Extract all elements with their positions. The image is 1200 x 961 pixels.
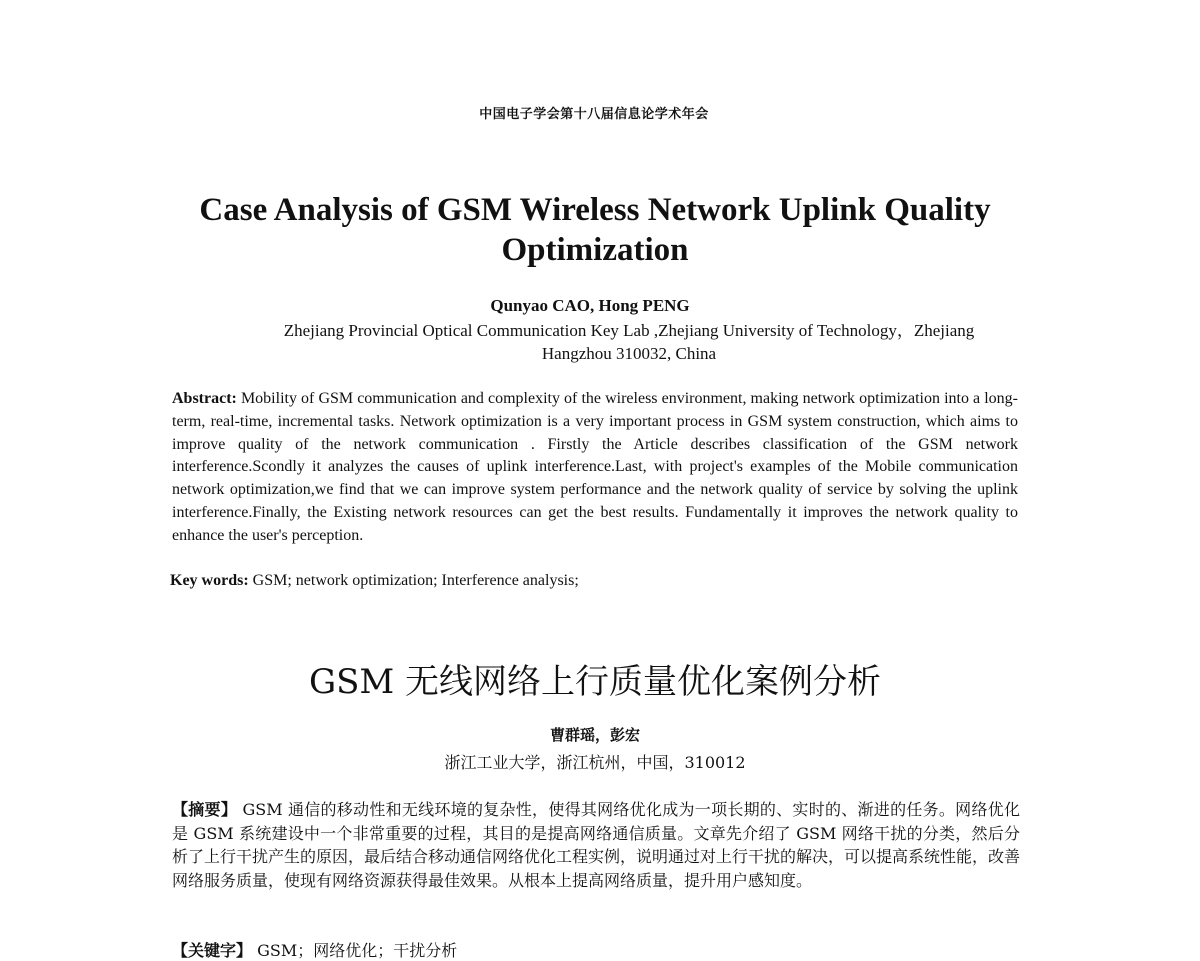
english-abstract-text: Mobility of GSM communication and complexity of the wireless environment, making network optimization into a long-term, real-time, incremental tasks. Network optimization is a very important process in GSM system construction, which aims to improve quality of the network communication . Firstly the Article describes classification of the GSM network interference.Scondly it analyzes the causes of uplink interference.Last, with project's examples of the Mobile communication network optimization,we find that we can improve system performance and the network quality of service by solving the uplink interference.Finally, the Existing network resources can get the best results. Fundamentally it improves the network quality to enhance the user's perception. [172, 390, 1018, 544]
chinese-authors: 曹群瑶，彭宏 [549, 726, 640, 744]
english-keywords-text: GSM; network optimization; Interference analysis; [252, 572, 579, 589]
english-authors: Qunyao CAO, Hong PENG [490, 296, 690, 315]
chinese-keywords-text: GSM；网络优化；干扰分析 [257, 941, 458, 960]
english-abstract-label: Abstract: [172, 390, 237, 407]
english-affiliation-line1: Zhejiang Provincial Optical Communication Key Lab ,Zhejiang University of Technology，Zhejiang [283, 321, 975, 340]
english-keywords-label: Key words: [170, 572, 249, 589]
english-abstract [172, 388, 1018, 548]
english-keywords [170, 572, 1016, 590]
chinese-keywords-label: 【关键字】 [172, 941, 253, 960]
chinese-title: GSM 无线网络上行质量优化案例分析 [308, 662, 882, 702]
english-affiliation-line2: Hangzhou 310032, China [541, 344, 717, 363]
chinese-abstract-text: GSM 通信的移动性和无线环境的复杂性，使得其网络优化成为一项长期的、实时的、渐进的任务。网络优化是 GSM 系统建设中一个非常重要的过程，其目的是提高网络通信质量。文章先介绍了 GSM 网络干扰的分类，然后分析了上行干扰产生的原因，最后结合移动通信网络优化工程实例，说明通过对上行干扰的解决，可以提高系统性能，改善网络服务质量，使现有网络资源获得最佳效果。从根本上提高网络质量，提升用户感知度。 [172, 800, 1021, 890]
english-title: Case Analysis of GSM Wireless Network Uplink Quality Optimization [199, 192, 991, 268]
english-affiliation [238, 319, 1020, 365]
chinese-keywords [172, 938, 1020, 961]
chinese-abstract [172, 798, 1020, 892]
chinese-affiliation: 浙江工业大学，浙江杭州，中国，310012 [444, 753, 746, 772]
chinese-abstract-label: 【摘要】 [172, 800, 238, 819]
conference-header: 中国电子学会第十八届信息论学术年会 [479, 107, 709, 122]
